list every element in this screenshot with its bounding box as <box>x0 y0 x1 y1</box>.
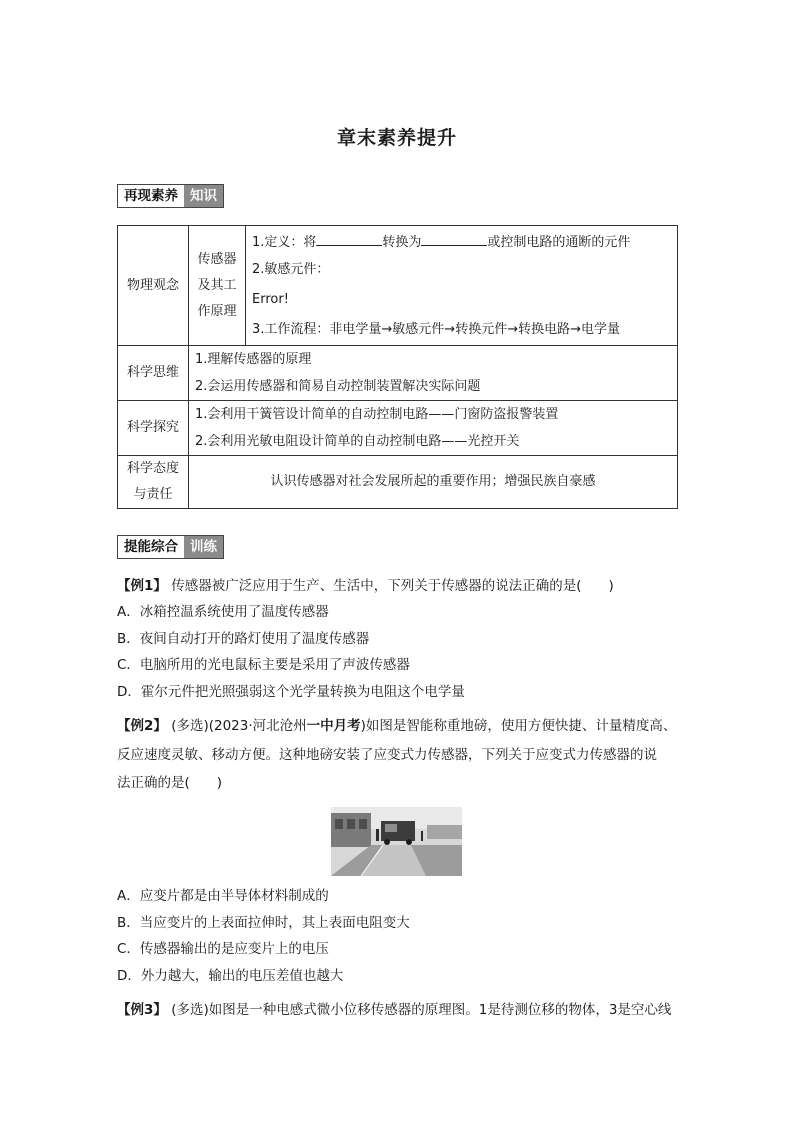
option-b: B．夜间自动打开的路灯使用了温度传感器 <box>117 630 370 647</box>
category-line: 与责任 <box>133 487 173 502</box>
category-cell: 物理观念 <box>118 226 189 346</box>
topic-line: 作原理 <box>197 303 237 319</box>
definition-suffix: 或控制电路的通断的元件 <box>487 235 631 250</box>
question-text: (多选)如图是一种电感式微小位移传感器的原理图。1是待测位移的物体，3是空心线 <box>166 1002 672 1018</box>
content-line: 1.会利用干簧管设计简单的自动控制电路——门窗防盗报警装置 <box>195 407 559 422</box>
topic-line: 传感器 <box>197 251 237 267</box>
category-cell <box>118 456 189 509</box>
option-c: C．电脑所用的光电鼠标主要是采用了声波传感器 <box>117 657 410 673</box>
page-title: 章末素养提升 <box>336 127 457 149</box>
question-stem <box>117 573 679 599</box>
error-line: Error! <box>252 292 289 307</box>
example-tag: 【例2】 <box>117 718 167 734</box>
content-line: 1.理解传感器的原理 <box>195 352 312 367</box>
definition-mid: 转换为 <box>382 235 422 250</box>
category-line: 科学态度 <box>126 461 179 476</box>
section-label-main: 再现素养 <box>118 185 184 207</box>
section-header-knowledge <box>117 184 224 208</box>
definition-line <box>246 229 677 256</box>
topic-cell <box>189 226 246 346</box>
topic-line: 及其工 <box>197 277 237 293</box>
content-cell <box>246 226 678 346</box>
question-text-bold: 一中月考 <box>306 718 361 734</box>
content-cell: 认识传感器对社会发展所起的重要作用；增强民族自豪感 <box>189 456 678 509</box>
fill-blank <box>421 232 487 246</box>
option-d: D．霍尔元件把光照强弱这个光学量转换为电阻这个电学量 <box>117 683 465 700</box>
category-cell: 科学思维 <box>118 346 189 401</box>
example-3 <box>117 997 679 1023</box>
section-label-main: 提能综合 <box>118 536 184 558</box>
weighbridge-photo <box>331 807 462 876</box>
content-cell <box>189 346 678 401</box>
section-header-training <box>117 535 224 559</box>
table-row <box>118 401 678 456</box>
option-a: A．冰箱控温系统使用了温度传感器 <box>117 604 329 620</box>
example-tag: 【例1】 <box>117 578 167 594</box>
question-text-line: 反应速度灵敏、移动方便。这种地磅安装了应变式力传感器，下列关于应变式力传感器的说 <box>117 747 657 763</box>
section-label-sub: 知识 <box>184 185 223 207</box>
content-cell <box>189 401 678 456</box>
content-line: 2.会利用光敏电阻设计简单的自动控制电路——光控开关 <box>195 434 520 449</box>
example-2-options <box>117 883 679 989</box>
option-b: B．当应变片的上表面拉伸时，其上表面电阻变大 <box>117 914 410 931</box>
fill-blank <box>316 232 382 246</box>
question-text: 传感器被广泛应用于生产、生活中，下列关于传感器的说法正确的是( ) <box>166 578 614 594</box>
option-a: A．应变片都是由半导体材料制成的 <box>117 888 329 904</box>
weighbridge-illustration <box>331 807 462 876</box>
category-cell: 科学探究 <box>118 401 189 456</box>
question-stem <box>117 997 679 1023</box>
question-text: )如图是智能称重地磅，使用方便快捷、计量精度高、 <box>360 718 677 734</box>
sensitive-element-line: 2.敏感元件： <box>252 262 330 277</box>
definition-prefix: 1.定义：将 <box>252 235 317 250</box>
workflow-line: 3.工作流程：非电学量→敏感元件→转换元件→转换电路→电学量 <box>252 322 620 337</box>
example-tag: 【例3】 <box>117 1002 167 1018</box>
table-row <box>118 346 678 401</box>
section-label-sub: 训练 <box>184 536 223 558</box>
summary-table <box>117 225 678 509</box>
table-row <box>118 226 678 346</box>
option-c: C．传感器输出的是应变片上的电压 <box>117 941 329 957</box>
option-d: D．外力越大，输出的电压差值也越大 <box>117 967 344 984</box>
example-2 <box>117 712 679 796</box>
question-text: (多选)(2023·河北沧州 <box>166 718 307 734</box>
table-row <box>118 456 678 509</box>
question-text-line: 法正确的是( ) <box>117 775 223 791</box>
content-line: 2.会运用传感器和简易自动控制装置解决实际问题 <box>195 379 481 394</box>
question-stem <box>117 712 679 741</box>
example-1 <box>117 573 679 705</box>
